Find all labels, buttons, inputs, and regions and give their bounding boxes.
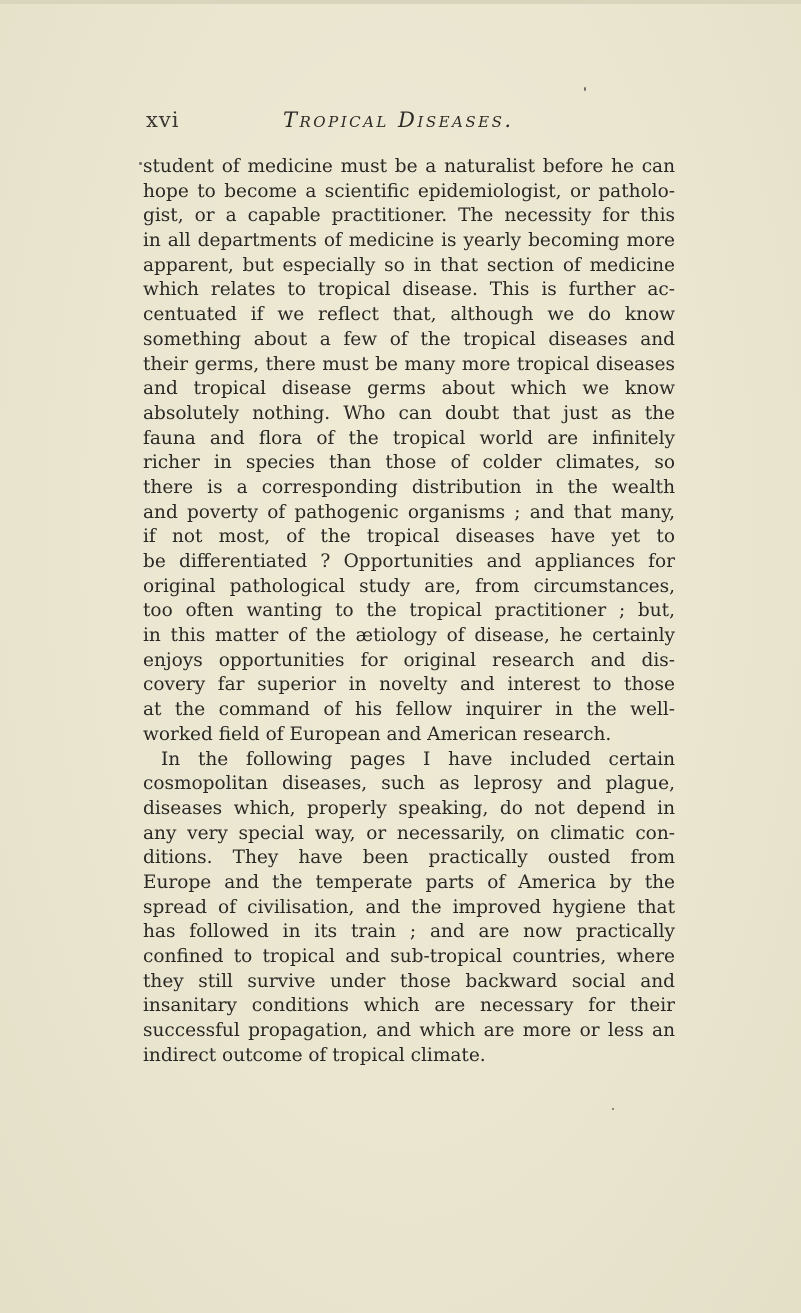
text-line: there is a corresponding distribution in the wealth (143, 476, 675, 498)
body-text (143, 155, 675, 1068)
text-line: in this matter of the ætiology of disease, he certainly (143, 625, 675, 647)
text-line: cosmopolitan diseases, such as leprosy and plague, (143, 773, 675, 795)
running-title: Tropical Diseases. (283, 108, 514, 132)
text-line: centuated if we reflect that, although we do know (143, 304, 675, 326)
text-line: covery far superior in novelty and interest to those (143, 674, 675, 696)
text-line: richer in species than those of colder climates, so (143, 452, 675, 474)
text-line: gist, or a capable practitioner. The necessity for this (143, 205, 675, 227)
text-line: hope to become a scientific epidemiologist, or patholo- (143, 180, 675, 202)
running-head (0, 108, 801, 138)
text-line: original pathological study are, from circumstances, (143, 575, 675, 597)
text-line: has followed in its train ; and are now practically (143, 921, 675, 943)
text-line: and poverty of pathogenic organisms ; and that many, (143, 501, 675, 523)
text-line: be differentiated ? Opportunities and appliances for (143, 551, 675, 572)
text-line: student of medicine must be a naturalist before he can (143, 156, 675, 177)
print-speck (612, 1108, 614, 1110)
page-top-edge (0, 0, 801, 4)
text-line: at the command of his fellow inquirer in the well- (143, 699, 675, 721)
text-line: Europe and the temperate parts of America by the (143, 871, 675, 893)
text-line: insanitary conditions which are necessary for their (143, 995, 675, 1017)
text-line: too often wanting to the tropical practitioner ; but, (143, 600, 675, 622)
text-line: fauna and flora of the tropical world are infinitely (143, 427, 675, 449)
text-line: indirect outcome of tropical climate. (143, 1044, 486, 1066)
text-line: successful propagation, and which are more or less an (143, 1020, 675, 1042)
text-line: diseases which, properly speaking, do not depend in (143, 797, 675, 819)
text-line: if not most, of the tropical diseases have yet to (143, 526, 675, 548)
text-line: worked field of European and American research. (143, 723, 612, 745)
text-line: spread of civilisation, and the improved hygiene that (143, 896, 675, 918)
text-line: and tropical disease germs about which we know (143, 378, 675, 400)
text-line: their germs, there must be many more tropical diseases (143, 353, 675, 375)
text-line: they still survive under those backward social and (143, 970, 675, 992)
text-line: In the following pages I have included certain (161, 748, 675, 770)
print-speck (584, 87, 586, 91)
text-line: absolutely nothing. Who can doubt that just as the (143, 402, 675, 424)
text-line: any very special way, or necessarily, on climatic con- (143, 822, 675, 844)
text-line: which relates to tropical disease. This is further ac- (143, 279, 675, 301)
text-line: enjoys opportunities for original research and dis- (143, 649, 675, 671)
print-speck (139, 162, 142, 165)
text-line: something about a few of the tropical diseases and (143, 328, 675, 350)
text-line: confined to tropical and sub-tropical countries, where (143, 946, 675, 967)
text-line: in all departments of medicine is yearly becoming more (143, 230, 675, 252)
page-number: xvi (146, 108, 180, 132)
text-line: ditions. They have been practically ousted from (143, 847, 675, 869)
text-line: apparent, but especially so in that section of medicine (143, 254, 675, 276)
